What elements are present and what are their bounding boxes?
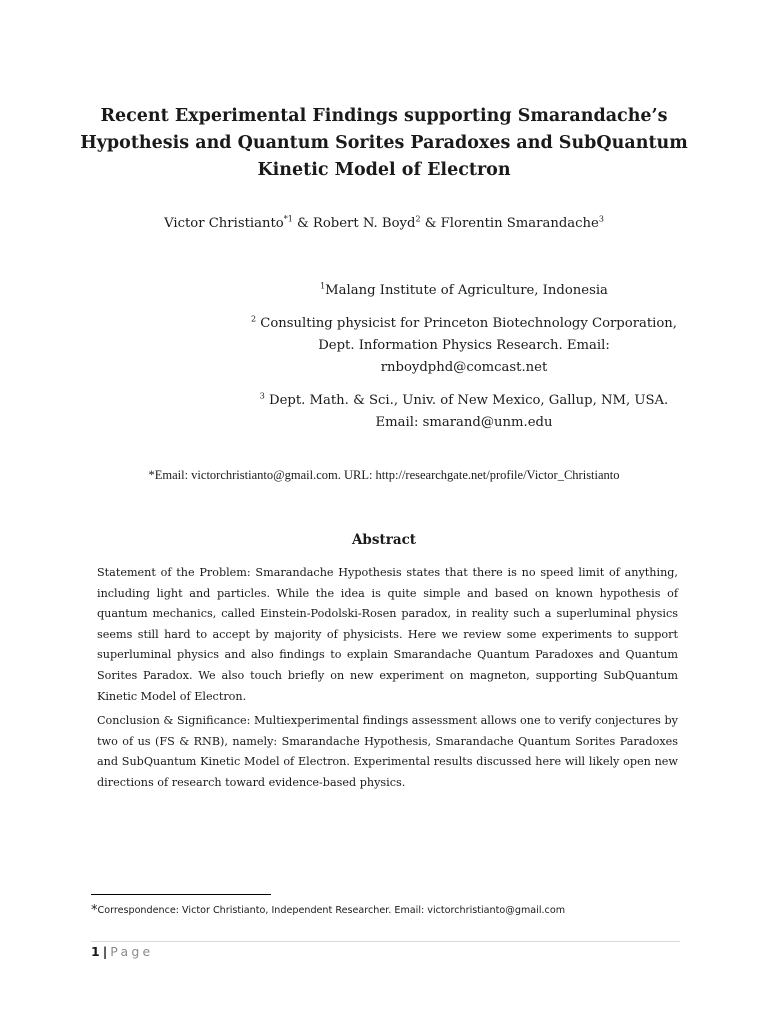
- abstract-heading: Abstract: [351, 532, 417, 548]
- author-2-marker: 2: [415, 214, 421, 224]
- author-list: [60, 214, 708, 234]
- affiliation-3: [200, 390, 728, 434]
- affiliation-2-line-2: Dept. Information Physics Research. Email:: [318, 338, 610, 353]
- footnote-rule: [91, 894, 271, 895]
- author-1-name: Victor Christianto: [164, 216, 284, 231]
- page-label: Page: [110, 944, 154, 959]
- affiliation-2: [200, 313, 728, 379]
- author-separator: &: [420, 216, 441, 231]
- page-footer: [91, 943, 153, 961]
- author-3-name: Florentin Smarandache: [440, 216, 599, 231]
- paper-title: [60, 103, 708, 184]
- affiliation-2-line-1: Consulting physicist for Princeton Biotechnology Corporation,: [256, 316, 677, 331]
- footnote: [91, 903, 565, 919]
- abstract-paragraph-1: Statement of the Problem: Smarandache Hypothesis states that there is no speed limit of anything, including light and particles. While the idea is quite simple and based on known hypothesis of quantum mechanics, called Einstein-Podolski-Rosen paradox, in reality such a superluminal physics seems still hard to accept by majority of physicists. Here we review some experiments to support superluminal physics and also findings to explain Smarandache Quantum Paradoxes and Quantum Sorites Paradox. We also touch briefly on new experiment on magneton, supporting SubQuantum Kinetic Model of Electron.: [97, 566, 678, 703]
- footnote-text: Correspondence: Victor Christianto, Independent Researcher. Email: victorchristianto@gmail.com: [97, 905, 566, 916]
- author-separator: &: [292, 216, 313, 231]
- affiliation-1-marker: 1: [320, 281, 326, 291]
- contact-line: *Email: victorchristianto@gmail.com. URL: http://researchgate.net/profile/Victor_Christianto: [148, 468, 620, 482]
- abstract-paragraph-2: Conclusion & Significance: Multiexperimental findings assessment allows one to verify conjectures by two of us (FS & RNB), namely: Smarandache Hypothesis, Smarandache Quantum Sorites Paradoxes and SubQuantum Kinetic Model of Electron. Experimental results discussed here will likely open new directions of research toward evidence-based physics.: [97, 714, 678, 789]
- page-number: 1: [91, 944, 100, 959]
- page-separator: |: [102, 944, 108, 959]
- author-1-marker: *1: [283, 214, 293, 224]
- affiliation-3-marker: 3: [259, 391, 265, 401]
- title-line-1: Recent Experimental Findings supporting Smarandache’s: [100, 106, 668, 126]
- footnote-marker: *: [91, 903, 98, 918]
- affiliation-3-email: Email: smarand@unm.edu: [375, 415, 553, 430]
- affiliation-2-marker: 2: [250, 314, 257, 324]
- footer-rule: [91, 941, 680, 942]
- affiliation-1: [200, 280, 728, 302]
- author-3-marker: 3: [598, 214, 604, 224]
- affiliation-3-line-1: Dept. Math. & Sci., Univ. of New Mexico, Gallup, NM, USA.: [264, 393, 669, 408]
- affiliation-1-text: Malang Institute of Agriculture, Indonesia: [325, 283, 608, 298]
- author-2-name: Robert N. Boyd: [312, 216, 416, 231]
- title-line-3: Kinetic Model of Electron: [257, 160, 511, 180]
- affiliation-2-email: rnboydphd@comcast.net: [380, 360, 548, 375]
- title-line-2: Hypothesis and Quantum Sorites Paradoxes and SubQuantum: [80, 133, 688, 153]
